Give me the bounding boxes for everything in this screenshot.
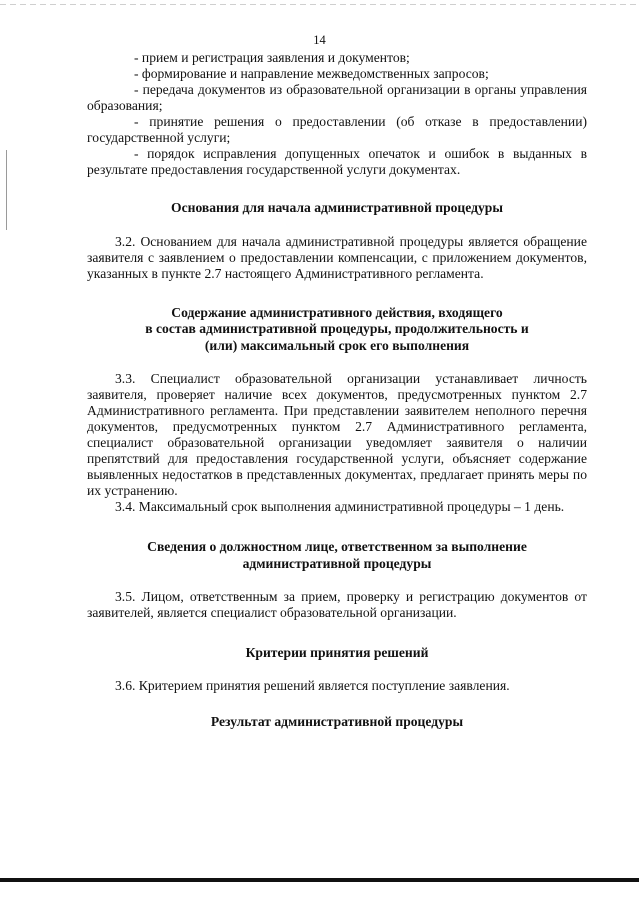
section-heading: Критерии принятия решений — [245, 645, 429, 660]
scan-artifact-top — [0, 4, 639, 5]
list-item: - передача документов из образовательной организации в органы управления образования; — [87, 82, 587, 113]
heading-line: в состав административной процедуры, продолжительность и — [145, 321, 529, 336]
list-item: - порядок исправления допущенных опечаток и ошибок в выданных в результате предоставления государственной услуги документах. — [87, 146, 587, 177]
paragraph: 3.3. Специалист образовательной организации устанавливает личность заявителя, проверяет наличие всех документов, предусмотренных пунктом 2.7 Административного регламента. При представлении заявителем неполного перечня документов, предусмотренных пунктом 2.7 Административного регламента, специалист образовательной организации уведомляет заявителя о наличии препятствий для предоставления государственной услуги, объясняет содержание выявленных недостатков в представленных документах, предлагает принять меры по их устранению. — [87, 371, 587, 498]
section-heading — [87, 539, 587, 572]
document-body — [87, 50, 587, 730]
list-item: - принятие решения о предоставлении (об отказе в предоставлении) государственной услуги; — [87, 114, 587, 145]
section-heading: Результат административной процедуры — [210, 713, 464, 729]
heading-line: Сведения о должностном лице, ответственном за выполнение — [147, 539, 527, 554]
heading-line: (или) максимальный срок его выполнения — [204, 337, 470, 353]
heading-line: административной процедуры — [242, 555, 432, 571]
paragraph: 3.6. Критерием принятия решений является поступление заявления. — [115, 677, 510, 693]
paragraph: 3.2. Основанием для начала административной процедуры является обращение заявителя с заявлением о предоставлении компенсации, с приложением документов, указанных в пункте 2.7 настоящего Административного регламента. — [87, 233, 587, 281]
list-item: - формирование и направление межведомственных запросов; — [134, 66, 489, 81]
heading-line: Содержание административного действия, входящего — [171, 304, 503, 320]
section-heading — [87, 305, 587, 355]
scan-bottom-border — [0, 878, 639, 882]
list-item: - прием и регистрация заявления и документов; — [134, 50, 410, 65]
page-number: 14 — [313, 33, 326, 47]
section-heading: Основания для начала административной процедуры — [171, 200, 503, 215]
scan-edge-mark — [6, 150, 7, 230]
paragraph: 3.4. Максимальный срок выполнения административной процедуры – 1 день. — [115, 499, 565, 514]
paragraph: 3.5. Лицом, ответственным за прием, проверку и регистрацию документов от заявителей, является специалист образовательной организации. — [87, 589, 587, 620]
